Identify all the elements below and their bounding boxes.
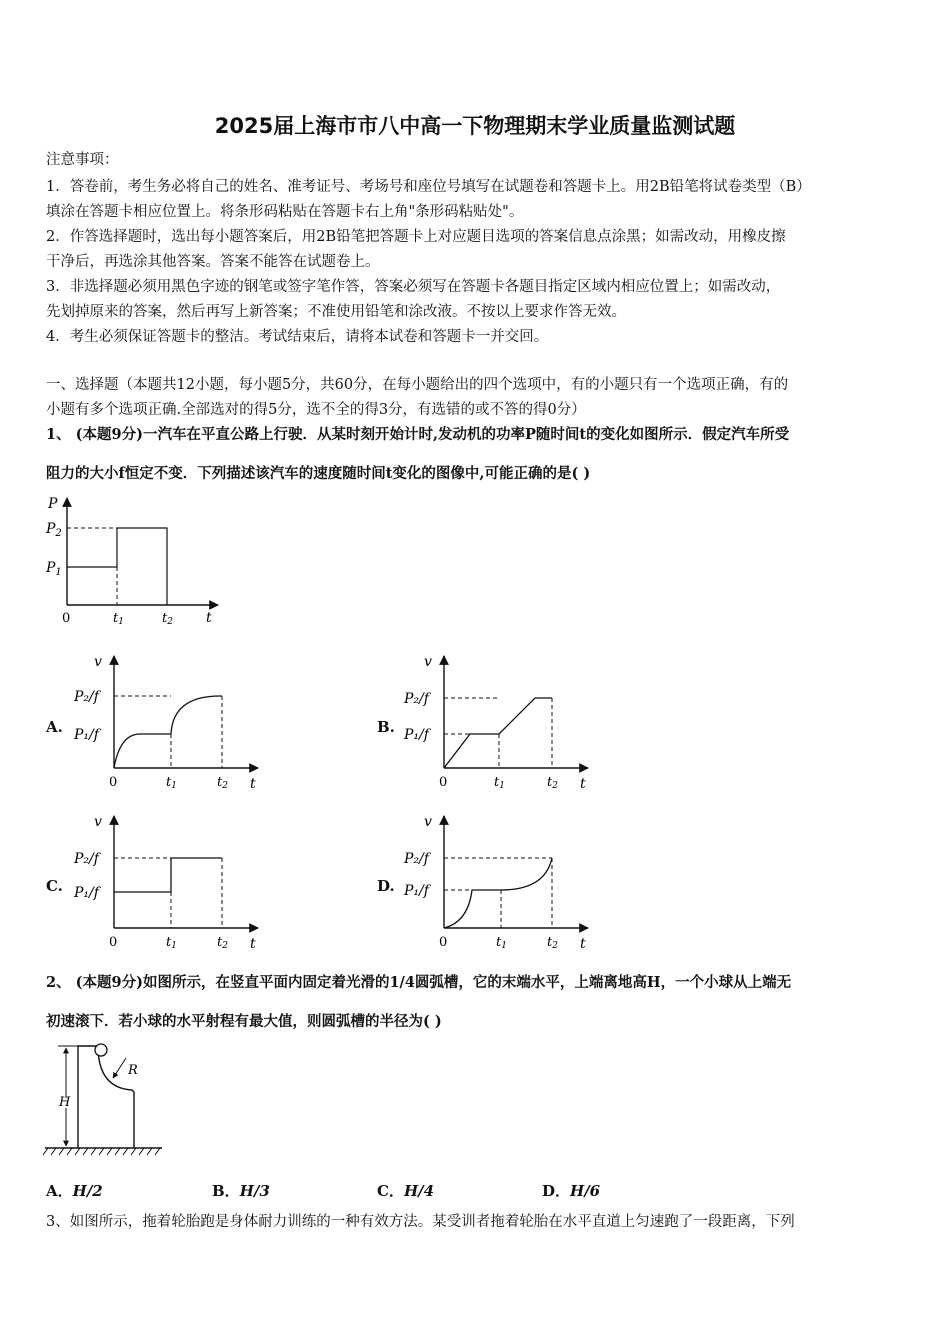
answer-d[interactable]: D．H/6	[542, 1182, 601, 1200]
origin-label: 0	[62, 611, 71, 626]
t1-label: t1	[113, 611, 124, 627]
section-intro: 小题有多个选项正确.全部选对的得5分，选不全的得3分，有选错的或不答的得0分）	[46, 402, 586, 418]
svg-text:P₁/f: P₁/f	[74, 727, 99, 743]
ball	[95, 1044, 107, 1056]
svg-text:v: v	[94, 814, 102, 830]
velocity-curve	[444, 698, 552, 768]
p1-label: $P_1$	[46, 560, 62, 578]
option-b-graph	[400, 650, 600, 795]
velocity-curve	[114, 696, 222, 768]
svg-text:v: v	[424, 814, 432, 830]
notice-line: 1．答卷前，考生务必将自己的姓名、准考证号、考场号和座位号填写在试题卷和答题卡上。用2B铅笔将试卷类型（B）	[46, 179, 811, 195]
page-title: 2025届上海市市八中高一下物理期末学业质量监测试题	[214, 114, 736, 138]
svg-text:t: t	[580, 776, 586, 792]
svg-text:t1: t1	[494, 775, 505, 791]
svg-text:v: v	[424, 654, 432, 670]
radius-label: R	[128, 1063, 138, 1078]
option-c-label[interactable]: C.	[46, 877, 63, 895]
svg-text:t1: t1	[166, 775, 177, 791]
t-axis-label: t	[206, 610, 212, 626]
notice-line: 先划掉原来的答案，然后再写上新答案；不准使用铅笔和涂改液。不按以上要求作答无效。	[46, 304, 626, 320]
svg-text:0: 0	[439, 935, 448, 950]
svg-text:P₂/f: P₂/f	[404, 851, 429, 867]
svg-text:t2: t2	[547, 775, 558, 791]
answer-b[interactable]: B．H/3	[212, 1182, 270, 1200]
svg-text:t2: t2	[217, 935, 228, 951]
svg-text:P₂/f: P₂/f	[74, 689, 99, 705]
svg-text:0: 0	[439, 775, 448, 790]
question-2-stem: 初速滚下．若小球的水平射程有最大值，则圆弧槽的半径为( )	[46, 1013, 442, 1030]
velocity-curve	[114, 858, 222, 892]
svg-text:0: 0	[109, 775, 118, 790]
arc-groove-figure	[40, 1038, 170, 1163]
question-2-stem: 2、 (本题9分)如图所示，在竖直平面内固定着光滑的1/4圆弧槽，它的末端水平，上端离地高H，一个小球从上端无	[46, 974, 792, 991]
svg-text:t: t	[250, 776, 256, 792]
svg-text:P₂/f: P₂/f	[74, 851, 99, 867]
svg-text:P₂/f: P₂/f	[404, 691, 429, 707]
svg-text:0: 0	[109, 935, 118, 950]
groove-block	[78, 1046, 134, 1148]
option-a-label[interactable]: A.	[46, 718, 63, 736]
p2-label: $P_2$	[46, 521, 62, 539]
option-c-graph	[70, 810, 270, 955]
answer-a[interactable]: A．H/2	[46, 1182, 103, 1200]
svg-text:t1: t1	[166, 935, 177, 951]
power-time-graph	[40, 490, 230, 630]
svg-text:P₁/f: P₁/f	[404, 883, 429, 899]
option-a-graph	[70, 650, 270, 795]
svg-text:t1: t1	[496, 935, 507, 951]
option-b-label[interactable]: B.	[377, 718, 395, 736]
velocity-curve	[444, 858, 552, 928]
svg-text:v: v	[94, 654, 102, 670]
svg-text:t2: t2	[217, 775, 228, 791]
option-d-label[interactable]: D.	[377, 877, 395, 895]
option-d-graph	[400, 810, 600, 955]
svg-text:P₁/f: P₁/f	[404, 727, 429, 743]
notice-line: 4．考生必须保证答题卡的整洁。考试结束后，请将本试卷和答题卡一并交回。	[46, 329, 549, 345]
notice-line: 干净后，再选涂其他答案。答案不能答在试题卷上。	[46, 254, 380, 270]
svg-text:t: t	[580, 936, 586, 952]
svg-text:P₁/f: P₁/f	[74, 885, 99, 901]
notice-line: 3．非选择题必须用黑色字迹的钢笔或签字笔作答，答案必须写在答题卡各题目指定区域内相应位置上；如需改动，	[46, 279, 781, 295]
height-label: H	[59, 1095, 71, 1110]
p-axis-label: P	[48, 496, 58, 512]
power-curve	[67, 528, 167, 605]
notice-line: 填涂在答题卡相应位置上。将条形码粘贴在答题卡右上角"条形码粘贴处"。	[46, 204, 524, 220]
answer-c[interactable]: C．H/4	[377, 1182, 435, 1200]
question-1-stem: 阻力的大小f恒定不变．下列描述该汽车的速度随时间t变化的图像中,可能正确的是( )	[46, 465, 591, 482]
notice-heading: 注意事项：	[46, 152, 119, 168]
svg-text:t: t	[250, 936, 256, 952]
notice-line: 2．作答选择题时，选出每小题答案后，用2B铅笔把答题卡上对应题目选项的答案信息点涂黑；如需改动，用橡皮擦	[46, 229, 786, 245]
question-3-stem: 3、如图所示，拖着轮胎跑是身体耐力训练的一种有效方法。某受训者拖着轮胎在水平直道上匀速跑了一段距离，下列	[46, 1214, 795, 1230]
section-intro: 一、选择题（本题共12小题，每小题5分，共60分，在每小题给出的四个选项中，有的小题只有一个选项正确，有的	[46, 377, 789, 393]
t2-label: t2	[162, 611, 173, 627]
svg-text:t2: t2	[547, 935, 558, 951]
question-1-stem: 1、 (本题9分)一汽车在平直公路上行驶．从某时刻开始计时,发动机的功率P随时间t的变化如图所示．假定汽车所受	[46, 426, 790, 443]
